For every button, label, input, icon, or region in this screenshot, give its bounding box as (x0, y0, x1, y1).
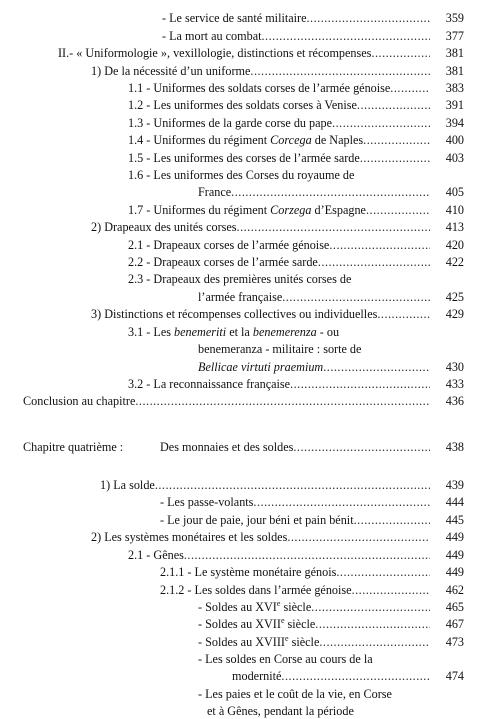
toc-page-number: 473 (445, 635, 464, 649)
toc-entry-text: 3.2 - La reconnaissance française (128, 377, 291, 391)
toc-entry (0, 289, 488, 305)
toc-entry-text: 1.1 - Uniformes des soldats corses de l’armée génoise (128, 81, 391, 95)
toc-entry-text: 2.1 - Gênes (128, 548, 184, 562)
toc-page-number: 403 (445, 151, 464, 165)
toc-entry (0, 219, 488, 235)
toc-entry-text: 2) Drapeaux des unités corses (91, 220, 237, 234)
toc-entry (0, 686, 488, 702)
toc-page-number: 429 (445, 307, 464, 321)
toc-entry-text: Conclusion au chapitre (23, 394, 136, 408)
chapter-heading (0, 439, 488, 455)
toc-entry-text: 1.4 - Uniformes du régiment Corcega de Naples (128, 133, 364, 147)
toc-entry-text: - Les passe-volants (160, 495, 254, 509)
toc-entry-text: II.- « Uniformologie », vexillologie, distinctions et récompenses (58, 46, 372, 60)
toc-entry (0, 547, 488, 563)
toc-entry-text: l’armée française (198, 290, 283, 304)
toc-entry-text: - Le jour de paie, jour béni et pain bénit (160, 513, 354, 527)
toc-entry (0, 306, 488, 322)
toc-entry-text: - Le service de santé militaire (162, 11, 307, 25)
toc-entry (0, 376, 488, 392)
toc-entry (0, 97, 488, 113)
toc-entry-text: 2.1.2 - Les soldes dans l’armée génoise (160, 583, 352, 597)
toc-page-number: 420 (445, 238, 464, 252)
toc-entry-text: modernité (232, 669, 282, 683)
toc-entry (0, 477, 488, 493)
toc-entry-text: 2.1 - Drapeaux corses de l’armée génoise (128, 238, 330, 252)
toc-entry (0, 512, 488, 528)
toc-entry (0, 651, 488, 667)
toc-entry (0, 393, 488, 409)
toc-page-number: 377 (445, 29, 464, 43)
toc-entry-text: 1.6 - Les uniformes des Corses du royaume de (128, 168, 355, 182)
toc-entry-text: Bellicae virtuti praemium (198, 360, 324, 374)
toc-page-number: 462 (445, 583, 464, 597)
toc-page-number: 436 (445, 394, 464, 408)
toc-entry (0, 63, 488, 79)
toc-page-number: 381 (445, 64, 464, 78)
toc-page-number: 405 (445, 185, 464, 199)
toc-entry (0, 494, 488, 510)
toc-entry-text: 2.2 - Drapeaux corses de l’armée sarde (128, 255, 318, 269)
toc-entry-text: 1) De la nécessité d’un uniforme (91, 64, 251, 78)
chapter-label: Chapitre quatrième : (23, 440, 124, 454)
toc-page-number: 425 (445, 290, 464, 304)
toc-page-number: 474 (445, 669, 464, 683)
toc-entry (0, 202, 488, 218)
toc-entry (0, 634, 488, 650)
toc-page-number: 394 (445, 116, 464, 130)
toc-entry (0, 254, 488, 270)
toc-page-number: 439 (445, 478, 464, 492)
toc-page-number: 467 (445, 617, 464, 631)
toc-entry-text: 1.3 - Uniformes de la garde corse du pape (128, 116, 333, 130)
toc-entry-text: 3.1 - Les benemeriti et la benemerenza - ou (128, 325, 340, 339)
toc-entry (0, 271, 488, 287)
toc-entry (0, 703, 488, 719)
toc-entry-text: 1) La solde (100, 478, 155, 492)
toc-page-number: 430 (445, 360, 464, 374)
toc-entry (0, 616, 488, 632)
toc-entry-text: Des monnaies et des soldes (160, 440, 294, 454)
toc-entry-text: benemeranza - militaire : sorte de (198, 342, 362, 356)
toc-entry-text: - La mort au combat (162, 29, 262, 43)
toc-page-number: 381 (445, 46, 464, 60)
toc-entry-text: 2.1.1 - Le système monétaire génois (160, 565, 337, 579)
toc-entry-text: - Soldes au XVIIIe siècle (198, 634, 320, 649)
toc-entry-text: 1.7 - Uniformes du régiment Corzega d’Espagne (128, 203, 366, 217)
toc-entry-text: 3) Distinctions et récompenses collectives ou individuelles (91, 307, 378, 321)
toc-page-number: 449 (445, 530, 464, 544)
toc-entry (0, 80, 488, 96)
toc-page-number: 433 (445, 377, 464, 391)
toc-page-number: 444 (445, 495, 464, 509)
toc-page-number: 359 (445, 11, 464, 25)
toc-entry-text: - Soldes au XVIe siècle (198, 599, 312, 614)
toc-entry (0, 28, 488, 44)
toc-page-number: 413 (445, 220, 464, 234)
toc-page-number: 449 (445, 565, 464, 579)
toc-entry (0, 237, 488, 253)
toc-entry-text: 1.2 - Les uniformes des soldats corses à Venise (128, 98, 357, 112)
toc-entry (0, 359, 488, 375)
toc-entry (0, 150, 488, 166)
toc-page-number: 422 (445, 255, 464, 269)
toc-entry (0, 167, 488, 183)
toc-page-number: 383 (445, 81, 464, 95)
toc-entry (0, 529, 488, 545)
toc-entry-text: - Les soldes en Corse au cours de la (198, 652, 373, 666)
toc-page-number: 400 (445, 133, 464, 147)
toc-entry (0, 324, 488, 340)
toc-entry (0, 668, 488, 684)
toc-entry-text: 2) Les systèmes monétaires et les soldes (91, 530, 288, 544)
toc-entry (0, 341, 488, 357)
toc-entry-text: 1.5 - Les uniformes des corses de l’armée sarde (128, 151, 360, 165)
toc-entry (0, 10, 488, 26)
toc-page-number: 391 (445, 98, 464, 112)
toc-entry (0, 582, 488, 598)
toc-entry-text: 2.3 - Drapeaux des premières unités corses de (128, 272, 352, 286)
toc-entry (0, 599, 488, 615)
toc-page-number: 438 (445, 440, 464, 454)
toc-page-number: 449 (445, 548, 464, 562)
toc-entry (0, 45, 488, 61)
toc-entry-text: - Soldes au XVIIe siècle (198, 616, 316, 631)
toc-entry-text: - Les paies et le coût de la vie, en Corse (198, 687, 392, 701)
toc-entry-text: et à Gênes, pendant la période (207, 704, 354, 718)
toc-entry (0, 184, 488, 200)
toc-entry (0, 564, 488, 580)
toc-entry (0, 115, 488, 131)
toc-page-number: 410 (445, 203, 464, 217)
toc-entry-text: France (198, 185, 232, 199)
toc-page-number: 465 (445, 600, 464, 614)
toc-page-number: 445 (445, 513, 464, 527)
toc-entry (0, 132, 488, 148)
